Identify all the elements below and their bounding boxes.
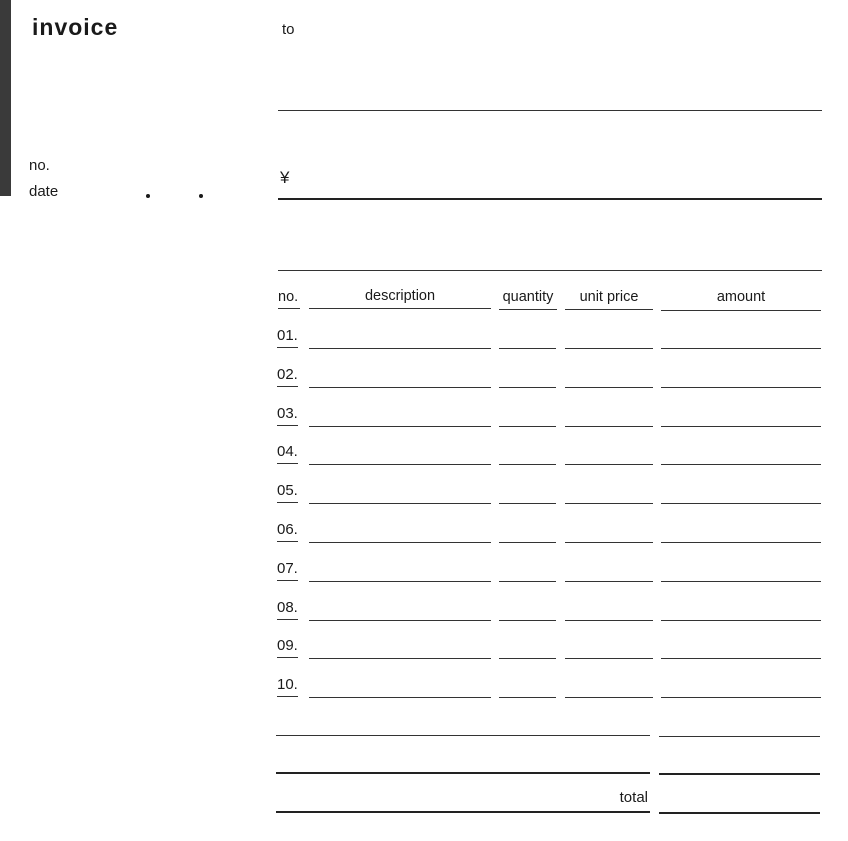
subtotal-line-right[interactable] — [659, 736, 820, 737]
unit-price-cell[interactable] — [565, 348, 653, 349]
unit-price-cell[interactable] — [565, 387, 653, 388]
amount-cell[interactable] — [661, 658, 821, 659]
unit-price-cell[interactable] — [565, 464, 653, 465]
date-separator-dot — [146, 194, 150, 198]
column-header-description: description — [364, 288, 436, 304]
description-cell[interactable] — [309, 620, 491, 621]
to-label: to — [282, 21, 295, 38]
column-header-quantity: quantity — [502, 289, 554, 305]
description-cell[interactable] — [309, 542, 491, 543]
subtotal-line-left[interactable] — [276, 735, 650, 736]
unit-price-cell[interactable] — [565, 426, 653, 427]
amount-cell[interactable] — [661, 581, 821, 582]
binding-strip — [0, 0, 11, 196]
memo-line[interactable] — [278, 270, 822, 271]
row-number: 06. — [277, 521, 298, 538]
date-separator-dot — [199, 194, 203, 198]
quantity-cell[interactable] — [499, 387, 556, 388]
date-label: date — [29, 183, 59, 200]
header-underline — [278, 308, 300, 309]
tax-line-left[interactable] — [276, 772, 650, 774]
description-cell[interactable] — [309, 658, 491, 659]
unit-price-cell[interactable] — [565, 542, 653, 543]
total-line-left[interactable] — [276, 811, 650, 813]
total-label: total — [619, 789, 648, 806]
row-number: 05. — [277, 482, 298, 500]
amount-cell[interactable] — [661, 348, 821, 349]
description-cell[interactable] — [309, 464, 491, 465]
unit-price-cell[interactable] — [565, 697, 653, 698]
header-underline — [565, 309, 653, 310]
description-cell[interactable] — [309, 581, 491, 582]
row-number: 03. — [277, 404, 298, 422]
quantity-cell[interactable] — [499, 658, 556, 659]
quantity-cell[interactable] — [499, 620, 556, 621]
header-underline — [661, 310, 821, 311]
row-number: 09. — [277, 637, 298, 655]
row-number: 02. — [277, 365, 298, 383]
amount-cell[interactable] — [661, 542, 821, 543]
amount-cell[interactable] — [661, 503, 821, 504]
description-cell[interactable] — [309, 426, 491, 427]
unit-price-cell[interactable] — [565, 581, 653, 582]
quantity-cell[interactable] — [499, 581, 556, 582]
row-number: 07. — [277, 559, 298, 577]
tax-line-right[interactable] — [659, 773, 820, 775]
quantity-cell[interactable] — [499, 464, 556, 465]
row-number: 04. — [277, 443, 298, 461]
quantity-cell[interactable] — [499, 542, 556, 543]
column-header-amount: amount — [716, 289, 766, 305]
description-cell[interactable] — [309, 348, 491, 349]
quantity-cell[interactable] — [499, 697, 556, 698]
number-label: no. — [29, 157, 50, 174]
unit-price-cell[interactable] — [565, 620, 653, 621]
unit-price-cell[interactable] — [565, 503, 653, 504]
column-header-unit-price: unit price — [579, 289, 639, 305]
column-header-no: no. — [278, 289, 299, 305]
row-number: 10. — [277, 676, 298, 694]
amount-cell[interactable] — [661, 426, 821, 427]
amount-cell[interactable] — [661, 387, 821, 388]
amount-cell[interactable] — [661, 697, 821, 698]
header-underline — [309, 308, 491, 309]
currency-symbol: ¥ — [280, 168, 290, 187]
description-cell[interactable] — [309, 697, 491, 698]
invoice-title: invoice — [32, 14, 119, 40]
amount-cell[interactable] — [661, 464, 821, 465]
total-amount-line[interactable] — [278, 198, 822, 200]
recipient-line[interactable] — [278, 110, 822, 111]
quantity-cell[interactable] — [499, 348, 556, 349]
quantity-cell[interactable] — [499, 426, 556, 427]
description-cell[interactable] — [309, 387, 491, 388]
header-underline — [499, 309, 557, 310]
description-cell[interactable] — [309, 503, 491, 504]
unit-price-cell[interactable] — [565, 658, 653, 659]
total-line-right[interactable] — [659, 812, 820, 814]
quantity-cell[interactable] — [499, 503, 556, 504]
amount-cell[interactable] — [661, 620, 821, 621]
row-number: 01. — [277, 327, 298, 344]
row-number: 08. — [277, 598, 298, 616]
